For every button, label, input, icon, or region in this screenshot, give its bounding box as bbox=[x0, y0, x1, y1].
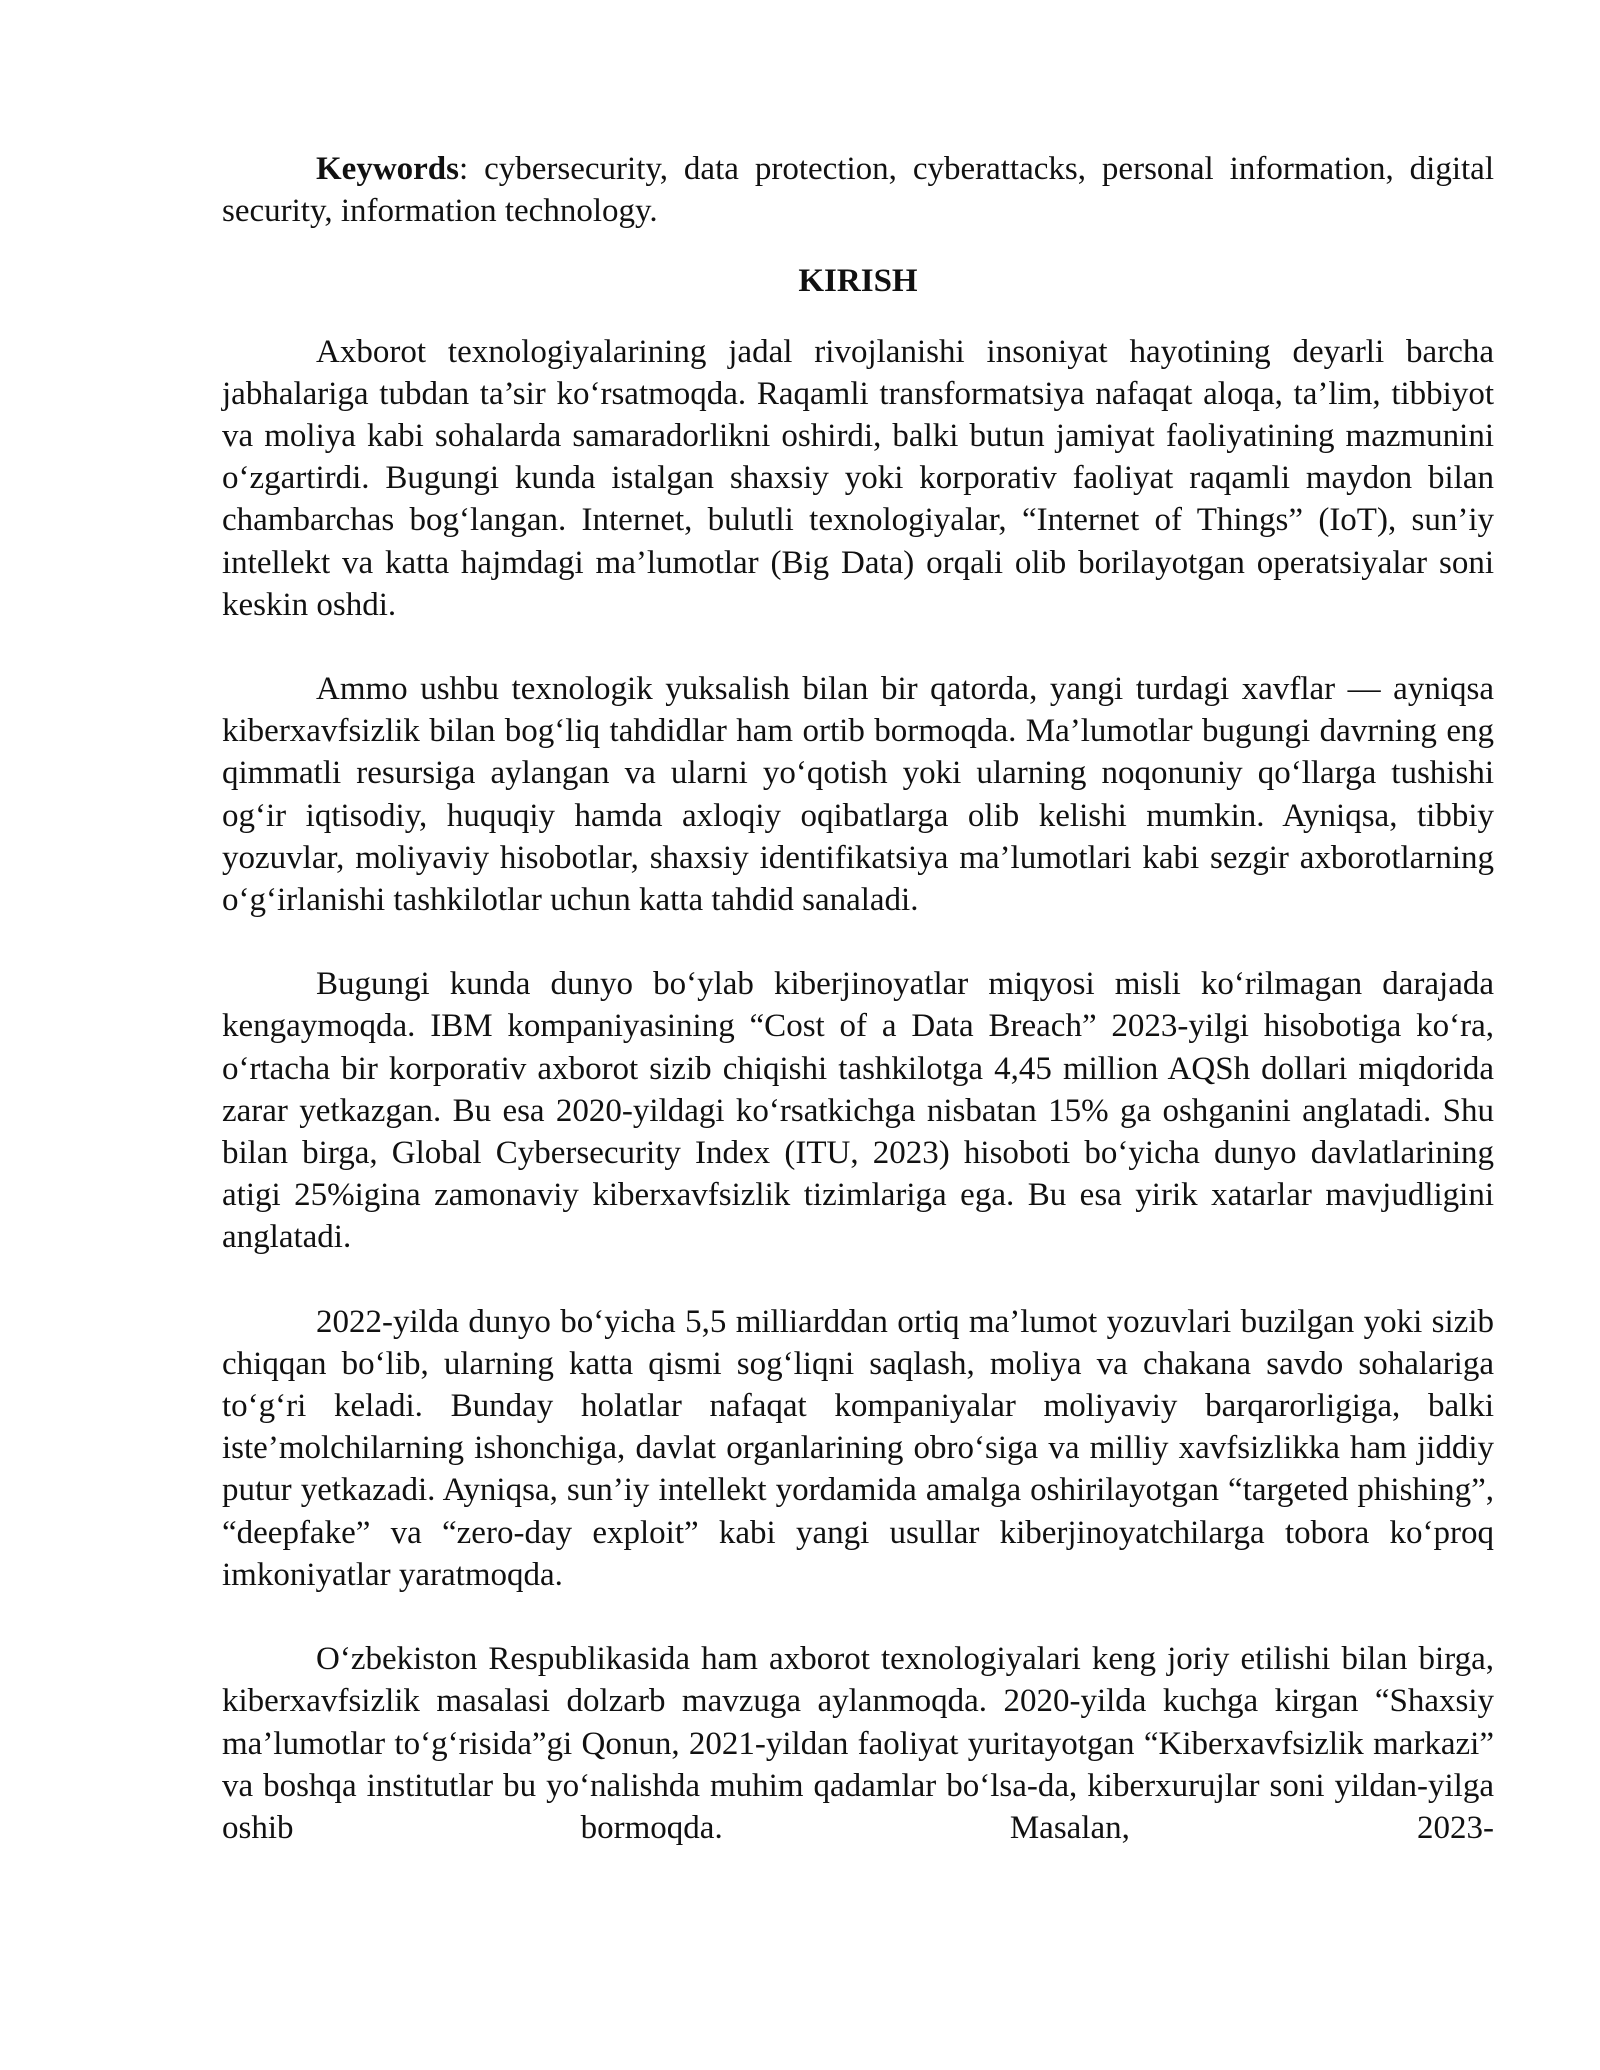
section-heading: KIRISH bbox=[798, 263, 918, 300]
keywords-text: : cybersecurity, data protection, cyberattacks, personal information, digital security, information technology. bbox=[222, 151, 1494, 230]
paragraph: 2022-yilda dunyo bo‘yicha 5,5 milliarddan ortiq ma’lumot yozuvlari buzilgan yoki sizib chiqqan bo‘lib, ularning katta qismi sog‘liqni saqlash, moliya va chakana savdo sohalariga to‘g‘ri keladi. Bunday holatlar nafaqat kompaniyalar moliyaviy barqarorligiga, balki iste’molchilarning ishonchiga, davlat organlarining obro‘siga va milliy xavfsizlikka ham jiddiy putur yetkazadi. Ayniqsa, sun’iy intellekt yordamida amalga oshirilayotgan “targeted phishing”, “deepfake” va “zero-day exploit” kabi yangi usullar kiberjinoyatchilarga tobora ko‘proq imkoniyatlar yaratmoqda. bbox=[222, 1303, 1494, 1593]
document-body bbox=[222, 148, 1494, 1849]
paragraph: Bugungi kunda dunyo bo‘ylab kiberjinoyatlar miqyosi misli ko‘rilmagan darajada kengaymoqda. IBM kompaniyasining “Cost of a Data Breach” 2023-yilgi hisobotiga ko‘ra, o‘rtacha bir korporativ axborot sizib chiqishi tashkilotga 4,45 million AQSh dollari miqdorida zarar yetkazgan. Bu esa 2020-yildagi ko‘rsatkichga nisbatan 15% ga oshganini anglatadi. Shu bilan birga, Global Cybersecurity Index (ITU, 2023) hisoboti bo‘yicha dunyo davlatlarining atigi 25%igina zamonaviy kiberxavfsizlik tizimlariga ega. Bu esa yirik xatarlar mavjudligini anglatadi. bbox=[222, 966, 1494, 1256]
paragraph: O‘zbekiston Respublikasida ham axborot texnologiyalari keng joriy etilishi bilan birga, kiberxavfsizlik masalasi dolzarb mavzuga aylanmoqda. 2020-yilda kuchga kirgan “Shaxsiy ma’lumotlar to‘g‘risida”gi Qonun, 2021-yildan faoliyat yuritayotgan “Kiberxavfsizlik markazi” va boshqa institutlar bu yo‘nalishda muhim qadamlar bo‘lsa-da, kiberxurujlar soni yildan-yilga oshib bormoqda. Masalan, 2023- bbox=[222, 1641, 1494, 1846]
keywords-paragraph bbox=[222, 148, 1494, 232]
keywords-label: Keywords bbox=[316, 151, 459, 187]
paragraph: Ammo ushbu texnologik yuksalish bilan bir qatorda, yangi turdagi xavflar — ayniqsa kiberxavfsizlik bilan bog‘liq tahdidlar ham ortib bormoqda. Ma’lumotlar bugungi davrning eng qimmatli resursiga aylangan va ularni yo‘qotish yoki ularning noqonuniy qo‘llarga tushishi og‘ir iqtisodiy, huquqiy hamda axloqiy oqibatlarga olib kelishi mumkin. Ayniqsa, tibbiy yozuvlar, moliyaviy hisobotlar, shaxsiy identifikatsiya ma’lumotlari kabi sezgir axborotlarning o‘g‘irlanishi tashkilotlar uchun katta tahdid sanaladi. bbox=[222, 671, 1494, 919]
paragraph: Axborot texnologiyalarining jadal rivojlanishi insoniyat hayotining deyarli barcha jabhalariga tubdan ta’sir ko‘rsatmoqda. Raqamli transformatsiya nafaqat aloqa, ta’lim, tibbiyot va moliya kabi sohalarda samaradorlikni oshirdi, balki butun jamiyat faoliyatining mazmunini o‘zgartirdi. Bugungi kunda istalgan shaxsiy yoki korporativ faoliyat raqamli maydon bilan chambarchas bog‘langan. Internet, bulutli texnologiyalar, “Internet of Things” (IoT), sun’iy intellekt va katta hajmdagi ma’lumotlar (Big Data) orqali olib borilayotgan operatsiyalar soni keskin oshdi. bbox=[222, 333, 1494, 623]
